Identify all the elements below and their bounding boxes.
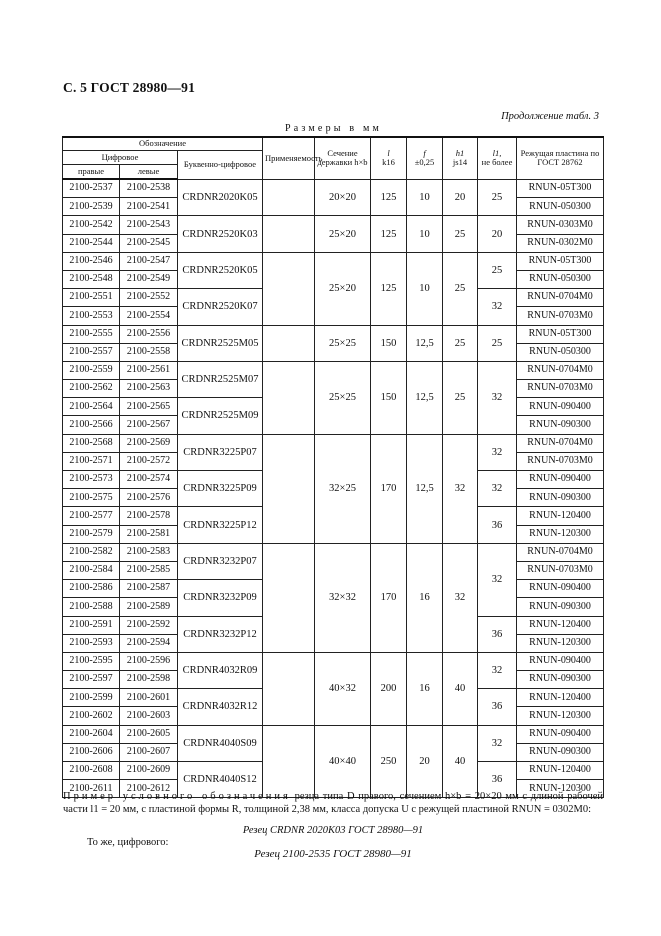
- cell-h1: 32: [443, 434, 478, 543]
- cell-l: 125: [371, 216, 407, 252]
- holders-table: [62, 136, 604, 798]
- table-row: [63, 543, 604, 561]
- cell-l1: 32: [478, 289, 517, 325]
- cell-left-code: 2100-2552: [120, 289, 178, 307]
- cell-plate: RNUN-120400: [517, 616, 604, 634]
- cell-left-code: 2100-2583: [120, 543, 178, 561]
- col-section: Сечение державки h×b: [315, 137, 371, 179]
- col-alpha: Буквенно-цифровое: [178, 150, 263, 179]
- cell-right-code: 2100-2602: [63, 707, 120, 725]
- cell-plate: RNUN-050300: [517, 270, 604, 288]
- cell-l: 200: [371, 652, 407, 725]
- cell-left-code: 2100-2554: [120, 307, 178, 325]
- cell-l: 150: [371, 361, 407, 434]
- col-h1: [443, 137, 478, 179]
- cell-l1: 25: [478, 179, 517, 216]
- cell-alpha-code: CRDNR4032R09: [178, 652, 263, 688]
- cell-f: 16: [407, 543, 443, 652]
- cell-left-code: 2100-2538: [120, 179, 178, 198]
- cell-right-code: 2100-2555: [63, 325, 120, 343]
- cell-l: 250: [371, 725, 407, 798]
- cell-alpha-code: CRDNR2525M05: [178, 325, 263, 361]
- cell-right-code: 2100-2593: [63, 634, 120, 652]
- cell-plate: RNUN-090300: [517, 671, 604, 689]
- cell-l: 125: [371, 179, 407, 216]
- cell-l1: 36: [478, 616, 517, 652]
- cell-left-code: 2100-2565: [120, 398, 178, 416]
- col-l1: [478, 137, 517, 179]
- cell-left-code: 2100-2549: [120, 270, 178, 288]
- cell-left-code: 2100-2585: [120, 561, 178, 579]
- cell-f: 12,5: [407, 361, 443, 434]
- table-row: [63, 725, 604, 743]
- cell-alpha-code: CRDNR2525M09: [178, 398, 263, 434]
- cell-h1: 40: [443, 725, 478, 798]
- cell-right-code: 2100-2566: [63, 416, 120, 434]
- col-f-symbol: f: [423, 148, 426, 159]
- cell-right-code: 2100-2544: [63, 234, 120, 252]
- cell-l1: 36: [478, 689, 517, 725]
- same-digital-label: То же, цифрового:: [87, 837, 169, 848]
- cell-section: 25×25: [315, 325, 371, 361]
- cell-right-code: 2100-2539: [63, 198, 120, 216]
- sizes-caption: Размеры в мм: [285, 123, 383, 134]
- col-l-tol: k16: [382, 157, 395, 168]
- cell-section: 20×20: [315, 179, 371, 216]
- cell-left-code: 2100-2578: [120, 507, 178, 525]
- cell-left-code: 2100-2596: [120, 652, 178, 670]
- cell-h1: 40: [443, 652, 478, 725]
- cell-left-code: 2100-2592: [120, 616, 178, 634]
- col-f: [407, 137, 443, 179]
- cell-f: 10: [407, 252, 443, 325]
- cell-plate: RNUN-0704M0: [517, 434, 604, 452]
- cell-right-code: 2100-2568: [63, 434, 120, 452]
- cell-plate: RNUN-120400: [517, 507, 604, 525]
- cell-alpha-code: CRDNR2520K07: [178, 289, 263, 325]
- cell-right-code: 2100-2537: [63, 179, 120, 198]
- cell-right-code: 2100-2604: [63, 725, 120, 743]
- cell-applicability: [263, 652, 315, 725]
- cell-right-code: 2100-2564: [63, 398, 120, 416]
- cell-section: 25×20: [315, 252, 371, 325]
- example-paragraph: [63, 791, 603, 816]
- col-l1-symbol: l1,: [492, 148, 502, 159]
- cell-right-code: 2100-2553: [63, 307, 120, 325]
- cell-right-code: 2100-2597: [63, 671, 120, 689]
- cell-plate: RNUN-120300: [517, 780, 604, 798]
- cell-plate: RNUN-120400: [517, 762, 604, 780]
- cell-plate: RNUN-05T300: [517, 252, 604, 270]
- cell-right-code: 2100-2591: [63, 616, 120, 634]
- cell-l1: 32: [478, 652, 517, 688]
- cell-alpha-code: CRDNR3225P09: [178, 471, 263, 507]
- cell-plate: RNUN-120300: [517, 525, 604, 543]
- cell-l1: 25: [478, 252, 517, 288]
- cell-f: 20: [407, 725, 443, 798]
- cell-l: 170: [371, 543, 407, 652]
- table-row: [63, 179, 604, 198]
- col-l1-cond: не более: [481, 157, 513, 168]
- cell-l1: 36: [478, 507, 517, 543]
- col-l-symbol: l: [387, 148, 390, 159]
- col-l: [371, 137, 407, 179]
- col-plate: Режущая пластина по ГОСТ 28762: [517, 137, 604, 179]
- table-continuation: Продолжение табл. 3: [501, 111, 599, 122]
- cell-plate: RNUN-050300: [517, 198, 604, 216]
- col-h1-symbol: h1: [455, 148, 465, 159]
- col-f-tol: ±0,25: [414, 157, 435, 168]
- cell-plate: RNUN-120300: [517, 634, 604, 652]
- cell-h1: 20: [443, 179, 478, 216]
- cell-plate: RNUN-090400: [517, 398, 604, 416]
- example-alpha: Резец CRDNR 2020K03 ГОСТ 28980—91: [242, 825, 424, 836]
- cell-applicability: [263, 434, 315, 543]
- cell-plate: RNUN-05T300: [517, 179, 604, 198]
- cell-f: 10: [407, 179, 443, 216]
- example-digital: Резец 2100-2535 ГОСТ 28980—91: [254, 848, 412, 860]
- cell-l: 150: [371, 325, 407, 361]
- cell-right-code: 2100-2562: [63, 380, 120, 398]
- cell-left-code: 2100-2567: [120, 416, 178, 434]
- cell-alpha-code: CRDNR3232P12: [178, 616, 263, 652]
- cell-left-code: 2100-2563: [120, 380, 178, 398]
- cell-applicability: [263, 252, 315, 325]
- cell-f: 12,5: [407, 325, 443, 361]
- cell-l: 170: [371, 434, 407, 543]
- table-row: [63, 361, 604, 379]
- cell-section: 40×40: [315, 725, 371, 798]
- table-row: [63, 325, 604, 343]
- cell-h1: 32: [443, 543, 478, 652]
- cell-right-code: 2100-2595: [63, 652, 120, 670]
- col-digital: Цифровое: [63, 150, 178, 164]
- cell-alpha-code: CRDNR4040S12: [178, 762, 263, 798]
- example-text: резца типа D правого, сечением h×b = 20×20 мм с длиной рабочей части l1 = 20 мм, с пластиной формы R, толщиной 2,38 мм, класса допуска U с режущей пластиной RNUN = 0302M0:: [63, 791, 604, 815]
- cell-left-code: 2100-2543: [120, 216, 178, 234]
- cell-left-code: 2100-2541: [120, 198, 178, 216]
- cell-left-code: 2100-2576: [120, 489, 178, 507]
- cell-plate: RNUN-090300: [517, 416, 604, 434]
- cell-right-code: 2100-2559: [63, 361, 120, 379]
- cell-right-code: 2100-2588: [63, 598, 120, 616]
- col-h1-tol: js14: [452, 157, 468, 168]
- cell-left-code: 2100-2607: [120, 743, 178, 761]
- cell-l1: 32: [478, 471, 517, 507]
- cell-left-code: 2100-2598: [120, 671, 178, 689]
- cell-right-code: 2100-2599: [63, 689, 120, 707]
- cell-alpha-code: CRDNR2520K05: [178, 252, 263, 288]
- table-body: [63, 179, 604, 798]
- cell-left-code: 2100-2603: [120, 707, 178, 725]
- cell-plate: RNUN-0703M0: [517, 452, 604, 470]
- cell-left-code: 2100-2572: [120, 452, 178, 470]
- cell-section: 40×32: [315, 652, 371, 725]
- cell-right-code: 2100-2586: [63, 580, 120, 598]
- cell-plate: RNUN-0704M0: [517, 543, 604, 561]
- cell-plate: RNUN-0703M0: [517, 561, 604, 579]
- cell-left-code: 2100-2594: [120, 634, 178, 652]
- cell-plate: RNUN-0302M0: [517, 234, 604, 252]
- cell-right-code: 2100-2571: [63, 452, 120, 470]
- cell-left-code: 2100-2569: [120, 434, 178, 452]
- cell-right-code: 2100-2577: [63, 507, 120, 525]
- cell-plate: RNUN-0303M0: [517, 216, 604, 234]
- cell-left-code: 2100-2561: [120, 361, 178, 379]
- cell-right-code: 2100-2582: [63, 543, 120, 561]
- cell-section: 32×25: [315, 434, 371, 543]
- cell-applicability: [263, 179, 315, 216]
- cell-section: 32×32: [315, 543, 371, 652]
- cell-left-code: 2100-2601: [120, 689, 178, 707]
- cell-right-code: 2100-2584: [63, 561, 120, 579]
- cell-f: 16: [407, 652, 443, 725]
- cell-left-code: 2100-2547: [120, 252, 178, 270]
- cell-right-code: 2100-2551: [63, 289, 120, 307]
- cell-h1: 25: [443, 216, 478, 252]
- cell-f: 10: [407, 216, 443, 252]
- cell-left-code: 2100-2612: [120, 780, 178, 798]
- table-row: [63, 652, 604, 670]
- cell-plate: RNUN-090400: [517, 471, 604, 489]
- cell-right-code: 2100-2611: [63, 780, 120, 798]
- cell-h1: 25: [443, 252, 478, 325]
- cell-applicability: [263, 216, 315, 252]
- cell-h1: 25: [443, 325, 478, 361]
- cell-applicability: [263, 543, 315, 652]
- cell-left-code: 2100-2589: [120, 598, 178, 616]
- cell-alpha-code: CRDNR4040S09: [178, 725, 263, 761]
- example-spaced-title: Пример условного обозначения: [63, 791, 291, 802]
- col-left: левые: [120, 164, 178, 179]
- cell-right-code: 2100-2606: [63, 743, 120, 761]
- col-right: правые: [63, 164, 120, 179]
- cell-alpha-code: CRDNR4032R12: [178, 689, 263, 725]
- cell-plate: RNUN-090400: [517, 580, 604, 598]
- cell-alpha-code: CRDNR2525M07: [178, 361, 263, 397]
- page-header: С. 5 ГОСТ 28980—91: [63, 80, 196, 95]
- cell-l1: 25: [478, 325, 517, 361]
- cell-l1: 32: [478, 361, 517, 434]
- cell-plate: RNUN-120300: [517, 707, 604, 725]
- cell-alpha-code: CRDNR3225P12: [178, 507, 263, 543]
- cell-l: 125: [371, 252, 407, 325]
- table-row: [63, 434, 604, 452]
- cell-l1: 32: [478, 434, 517, 470]
- cell-right-code: 2100-2542: [63, 216, 120, 234]
- cell-alpha-code: CRDNR3232P07: [178, 543, 263, 579]
- cell-left-code: 2100-2609: [120, 762, 178, 780]
- table-row: [63, 216, 604, 234]
- cell-plate: RNUN-0703M0: [517, 380, 604, 398]
- cell-plate: RNUN-120400: [517, 689, 604, 707]
- cell-plate: RNUN-0703M0: [517, 307, 604, 325]
- col-designation: Обозначение: [63, 137, 263, 150]
- cell-right-code: 2100-2575: [63, 489, 120, 507]
- table-row: [63, 252, 604, 270]
- cell-l1: 32: [478, 543, 517, 616]
- cell-left-code: 2100-2556: [120, 325, 178, 343]
- cell-plate: RNUN-0704M0: [517, 361, 604, 379]
- cell-right-code: 2100-2579: [63, 525, 120, 543]
- cell-left-code: 2100-2587: [120, 580, 178, 598]
- cell-left-code: 2100-2574: [120, 471, 178, 489]
- cell-applicability: [263, 725, 315, 798]
- cell-plate: RNUN-090300: [517, 743, 604, 761]
- cell-plate: RNUN-090300: [517, 598, 604, 616]
- cell-left-code: 2100-2605: [120, 725, 178, 743]
- cell-right-code: 2100-2557: [63, 343, 120, 361]
- cell-plate: RNUN-05T300: [517, 325, 604, 343]
- cell-plate: RNUN-090400: [517, 652, 604, 670]
- cell-h1: 25: [443, 361, 478, 434]
- cell-plate: RNUN-050300: [517, 343, 604, 361]
- cell-applicability: [263, 361, 315, 434]
- cell-plate: RNUN-0704M0: [517, 289, 604, 307]
- cell-left-code: 2100-2581: [120, 525, 178, 543]
- cell-alpha-code: CRDNR2020K05: [178, 179, 263, 216]
- col-applicability: Применяемость: [263, 137, 315, 179]
- cell-alpha-code: CRDNR3232P09: [178, 580, 263, 616]
- cell-left-code: 2100-2545: [120, 234, 178, 252]
- cell-right-code: 2100-2608: [63, 762, 120, 780]
- cell-l1: 20: [478, 216, 517, 252]
- cell-right-code: 2100-2573: [63, 471, 120, 489]
- cell-section: 25×20: [315, 216, 371, 252]
- cell-right-code: 2100-2548: [63, 270, 120, 288]
- cell-l1: 36: [478, 762, 517, 798]
- cell-section: 25×25: [315, 361, 371, 434]
- cell-right-code: 2100-2546: [63, 252, 120, 270]
- cell-applicability: [263, 325, 315, 361]
- cell-alpha-code: CRDNR3225P07: [178, 434, 263, 470]
- cell-l1: 32: [478, 725, 517, 761]
- cell-plate: RNUN-090400: [517, 725, 604, 743]
- cell-left-code: 2100-2558: [120, 343, 178, 361]
- cell-plate: RNUN-090300: [517, 489, 604, 507]
- cell-f: 12,5: [407, 434, 443, 543]
- cell-alpha-code: CRDNR2520K03: [178, 216, 263, 252]
